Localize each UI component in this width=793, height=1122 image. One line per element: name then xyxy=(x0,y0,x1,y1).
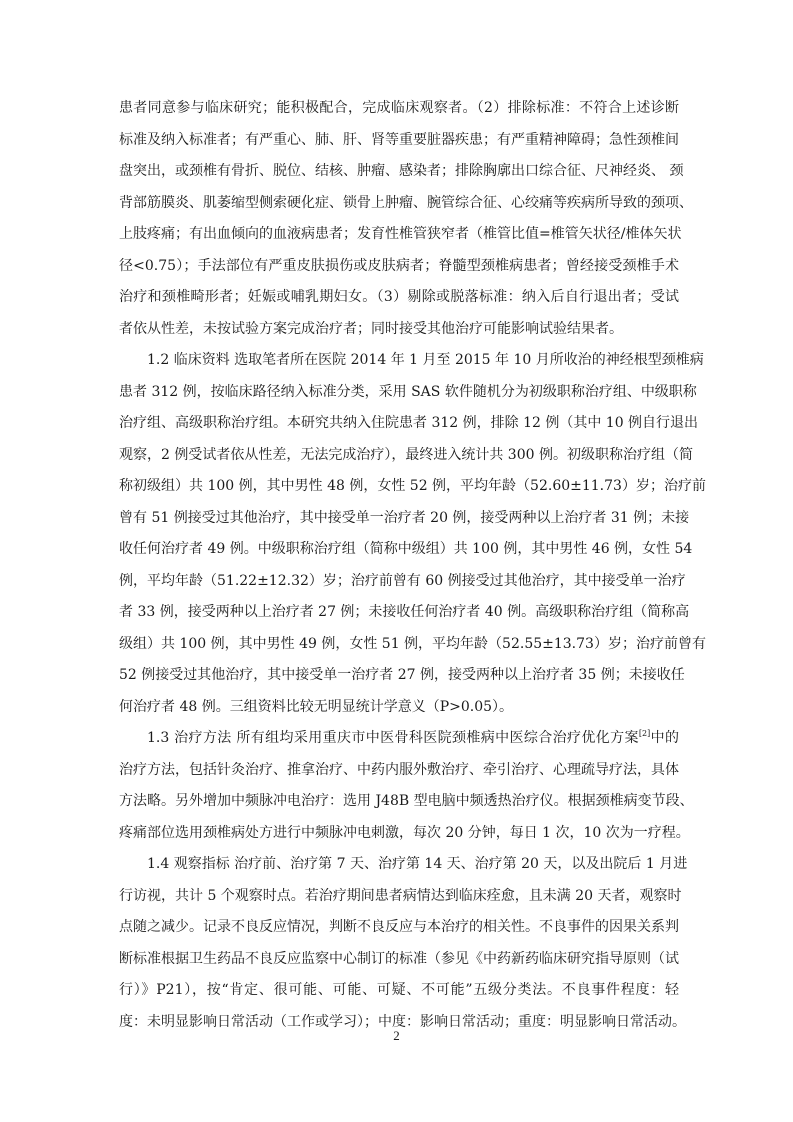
text-line: 疼痛部位选用颈椎病处方进行中频脉冲电刺激，每次 20 分钟，每日 1 次，10 次为一疗程。 xyxy=(119,824,690,841)
text-line: 断标准根据卫生药品不良反应监察中心制订的标准（参见《中药新药临床研究指导原则（试 xyxy=(119,950,679,967)
section-heading-line: 1.2 临床资料 选取笔者所在医院 2014 年 1 月至 2015 年 10 月所收治的神经根型颈椎病 xyxy=(147,352,704,368)
text-line: 何治疗者 48 例。三组资料比较无明显统计学意义（P>0.05）。 xyxy=(119,698,514,715)
text-line: 收任何治疗者 49 例。中级职称治疗组（简称中级组）共 100 例，其中男性 46 例，女性 54 xyxy=(119,541,693,557)
text-line: 例，平均年龄（51.22±12.32）岁；治疗前曾有 60 例接受过其他治疗，其中接受单一治疗 xyxy=(119,572,686,589)
paper-body xyxy=(119,93,706,1038)
section-heading-line xyxy=(119,723,679,755)
text-line: 标准及纳入标准者；有严重心、肺、肝、肾等重要脏器疾患；有严重精神障碍；急性颈椎间 xyxy=(119,131,679,148)
text-line: 治疗方法，包括针灸治疗、推拿治疗、中药内服外敷治疗、牵引治疗、心理疏导疗法，具体 xyxy=(119,761,679,778)
page-number: 2 xyxy=(393,1028,400,1043)
text-line: 观察，2 例受试者依从性差，无法完成治疗），最终进入统计共 300 例。初级职称治疗组（简 xyxy=(119,446,693,463)
paragraph-section-1-3 xyxy=(119,723,694,849)
text-line: 行访视，共计 5 个观察时点。若治疗期间患者病情达到临床痊愈，且未满 20 天者，观察时 xyxy=(119,887,682,904)
text-line: 患者同意参与临床研究；能积极配合，完成临床观察者。（2）排除标准：不符合上述诊断 xyxy=(119,100,679,116)
paragraph-criteria xyxy=(119,93,693,345)
text-segment: 1.3 治疗方法 所有组均采用重庆市中医骨科医院颈椎病中医综合治疗优化方案 xyxy=(147,730,639,746)
paragraph-section-1-2 xyxy=(119,345,706,723)
text-line: 行）》P21），按“肯定、很可能、可能、可疑、不可能”五级分类法。不良事件程度：轻 xyxy=(119,982,679,998)
text-line: 者依从性差，未按试验方案完成治疗者；同时接受其他治疗可能影响试验结果者。 xyxy=(119,320,623,337)
text-segment: 中的 xyxy=(650,730,679,746)
text-line: 上肢疼痛；有出血倾向的血液病患者；发育性椎管狭窄者（椎管比值=椎管矢状径/椎体矢状 xyxy=(119,226,682,242)
text-line: 称初级组）共 100 例，其中男性 48 例，女性 52 例，平均年龄（52.60±11.73）岁；治疗前 xyxy=(119,478,706,494)
text-line: 52 例接受过其他治疗，其中接受单一治疗者 27 例，接受两种以上治疗者 35 例；未接收任 xyxy=(119,667,685,683)
text-line: 点随之减少。记录不良反应情况，判断不良反应与本治疗的相关性。不良事件的因果关系判 xyxy=(119,919,679,935)
text-line: 曾有 51 例接受过其他治疗，其中接受单一治疗者 20 例，接受两种以上治疗者 31 例；未接 xyxy=(119,509,690,526)
text-line: 级组）共 100 例，其中男性 49 例，女性 51 例，平均年龄（52.55±13.73）岁；治疗前曾有 xyxy=(119,635,706,652)
citation-reference: [2] xyxy=(638,729,651,738)
paragraph-section-1-4 xyxy=(119,849,688,1038)
text-line: 背部筋膜炎、肌萎缩型侧索硬化症、锁骨上肿瘤、腕管综合征、心绞痛等疾病所导致的颈项、 xyxy=(119,194,693,211)
text-line: 径<0.75）；手法部位有严重皮肤损伤或皮肤病者；脊髓型颈椎病患者；曾经接受颈椎手术 xyxy=(119,257,679,274)
text-line: 盘突出，或颈椎有骨折、脱位、结核、肿瘤、感染者；排除胸廓出口综合征、尺神经炎、 颈 xyxy=(119,163,684,179)
text-line: 者 33 例，接受两种以上治疗者 27 例；未接收任何治疗者 40 例。高级职称治疗组（简称高 xyxy=(119,604,690,620)
text-line: 治疗组、高级职称治疗组。本研究共纳入住院患者 312 例，排除 12 例（其中 10 例自行退出 xyxy=(119,415,699,431)
text-line: 方法略。另外增加中频脉冲电治疗：选用 J48B 型电脑中频透热治疗仪。根据颈椎病变节段、 xyxy=(119,793,694,809)
text-line: 患者 312 例，按临床路径纳入标准分类，采用 SAS 软件随机分为初级职称治疗组、中级职称 xyxy=(119,383,697,400)
text-line: 度：未明显影响日常活动（工作或学习）；中度：影响日常活动；重度：明显影响日常活动。 xyxy=(119,1013,686,1030)
text-line: 治疗和颈椎畸形者；妊娠或哺乳期妇女。（3）剔除或脱落标准：纳入后自行退出者；受试 xyxy=(119,289,679,305)
section-heading-line: 1.4 观察指标 治疗前、治疗第 7 天、治疗第 14 天、治疗第 20 天，以及出院后 1 月进 xyxy=(147,856,688,872)
